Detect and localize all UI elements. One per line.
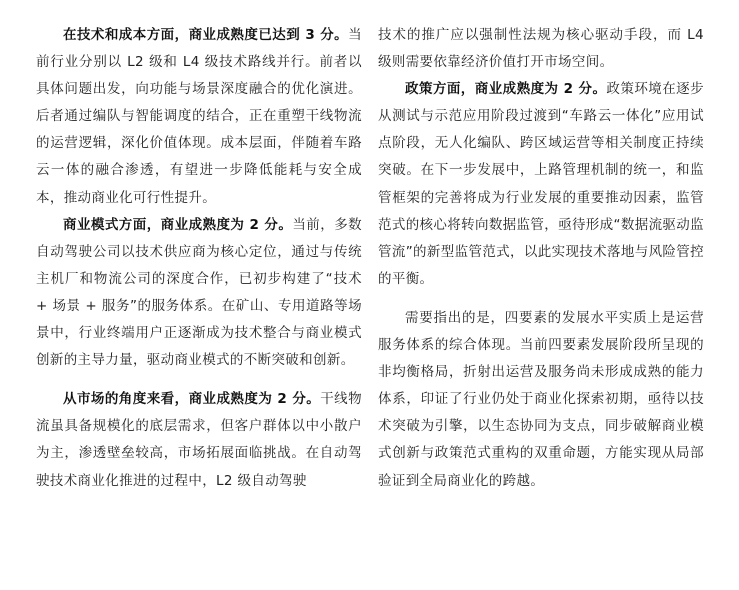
paragraph-technology-cost (36, 22, 362, 212)
paragraph-business-model (36, 212, 362, 375)
paragraph-market (36, 386, 362, 494)
heading-business-model: 商业模式方面，商业成熟度为 2 分。 (63, 216, 293, 233)
heading-market: 从市场的角度来看，商业成熟度为 2 分。 (63, 391, 321, 408)
heading-policy: 政策方面，商业成熟度为 2 分。 (405, 81, 607, 98)
paragraph-policy (378, 76, 704, 293)
paragraph-market-continued: 技术的推广应以强制性法规为核心驱动手段，而 L4 级则需要依靠经济价值打开市场空间。 (378, 27, 704, 71)
body-business-model: 当前，多数自动驾驶公司以技术供应商为核心定位，通过与传统主机厂和物流公司的深度合作，已初步构建了“技术 + 场景 + 服务”的服务体系。在矿山、专用道路等场景中，行业终端用户正逐渐成为技术整合与商业模式创新的主导力量，驱动商业模式的不断突破和创新。 (36, 216, 363, 369)
right-column (378, 22, 704, 495)
heading-technology-cost: 在技术和成本方面，商业成熟度已达到 3 分。 (63, 27, 349, 43)
body-market: 干线物流虽具备规模化的底层需求，但客户群体以中小散户为主，渗透壁垒较高，市场拓展面临挑战。在自动驾驶技术商业化推进的过程中，L2 级自动驾驶 (36, 391, 362, 489)
body-policy: 政策环境在逐步从测试与示范应用阶段过渡到“车路云一体化”应用试点阶段，无人化编队、跨区域运营等相关制度正持续突破。在下一步发展中，上路管理机制的统一，和监管框架的完善将成为行业发展的重要推动因素，监管范式的核心将转向数据监管，亟待形成“数据流驱动监管流”的新型监管范式，以此实现技术落地与风险管控的平衡。 (378, 81, 704, 287)
left-column (36, 22, 362, 495)
paragraph-summary: 需要指出的是，四要素的发展水平实质上是运营服务体系的综合体现。当前四要素发展阶段所呈现的非均衡格局，折射出运营及服务尚未形成成熟的能力体系，印证了行业仍处于商业化探索初期，亟待以技术突破为引擎，以生态协同为支点，同步破解商业模式创新与政策范式重构的双重命题，方能实现从局部验证到全局商业化的跨越。 (378, 309, 704, 489)
body-technology-cost: 当前行业分别以 L2 级和 L4 级技术路线并行。前者以具体问题出发，向功能与场景深度融合的优化演进。后者通过编队与智能调度的结合，正在重塑干线物流的运营逻辑，深化价值体现。成本层面，伴随着车路云一体的融合渗透，有望进一步降低能耗与安全成本，推动商业化可行性提升。 (36, 27, 362, 206)
